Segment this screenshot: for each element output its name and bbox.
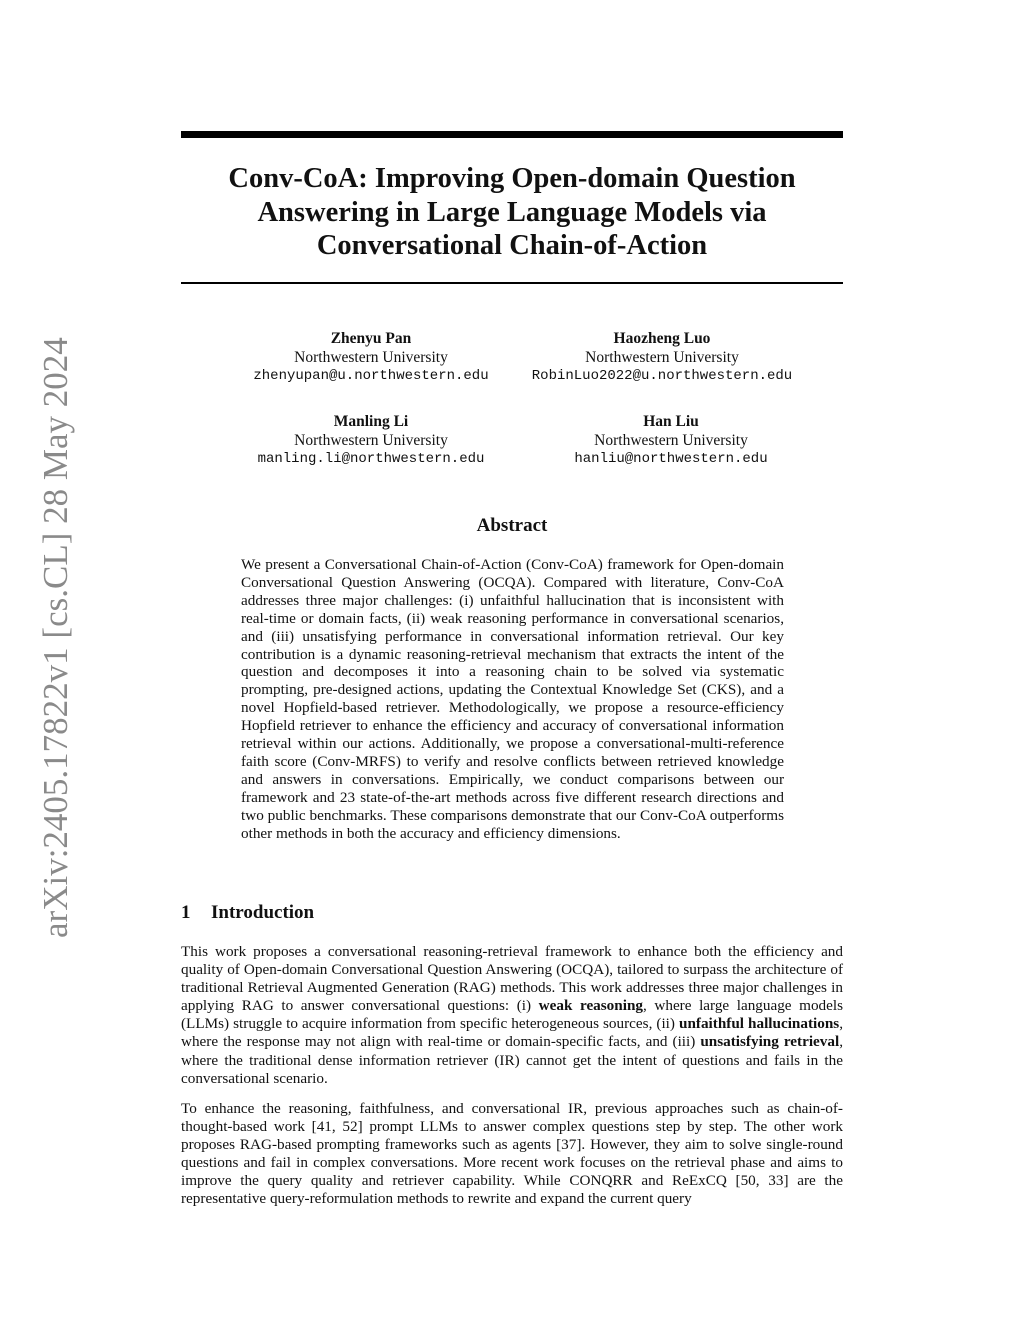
- author-name: Zhenyu Pan: [330, 330, 412, 347]
- section-heading-introduction: [181, 902, 314, 924]
- author-name: Han Liu: [643, 413, 699, 430]
- paper-title: [181, 162, 843, 263]
- title-line: Answering in Large Language Models via: [257, 196, 767, 228]
- author-email: hanliu@northwestern.edu: [574, 451, 768, 467]
- author-name: Manling Li: [333, 413, 409, 430]
- author-email: manling.li@northwestern.edu: [257, 451, 485, 467]
- bold-term: unsatisfying retrieval: [700, 1033, 840, 1051]
- author-affiliation: Northwestern University: [594, 432, 748, 449]
- introduction-paragraph: [181, 943, 843, 1088]
- paragraph-text: , where the response may not align with real-time or domain-specific facts, and (iii): [181, 1015, 844, 1051]
- author-affiliation: Northwestern University: [294, 349, 448, 366]
- paragraph-text: This work proposes a conversational reasoning-retrieval framework to enhance both the efficiency and quality of Open-domain Conversational Question Answering (OCQA), tailored to surpass the architecture of traditional Retrieval Augmented Generation (RAG) methods. This work addresses three major challenges in applying RAG to answer conversational questions: (i): [181, 943, 843, 1015]
- author-email: RobinLuo2022@u.northwestern.edu: [531, 368, 793, 384]
- author-block: [521, 412, 821, 469]
- paragraph-text: , where the traditional dense information retriever (IR) cannot get the intent of questions and fails in the conversational scenario.: [181, 1033, 844, 1087]
- bold-term: unfaithful hallucinations: [679, 1015, 840, 1033]
- author-block: [512, 329, 812, 386]
- bold-term: weak reasoning: [538, 997, 643, 1015]
- introduction-paragraph: To enhance the reasoning, faithfulness, and conversational IR, previous approaches such as chain-of-thought-based work [41, 52] prompt LLMs to answer complex questions step by step. The other work proposes RAG-based prompting frameworks such as agents [37]. However, they aim to solve single-round questions and fail in complex conversations. More recent work focuses on the retrieval phase and aims to improve the query quality and retriever capability. While CONQRR and ReExCQ [50, 33] are the representative query-reformulation methods to rewrite and expand the current query: [181, 1100, 843, 1208]
- title-bottom-rule: [181, 282, 843, 284]
- author-email: zhenyupan@u.northwestern.edu: [253, 368, 489, 384]
- author-affiliation: Northwestern University: [294, 432, 448, 449]
- abstract-text: We present a Conversational Chain-of-Action (Conv-CoA) framework for Open-domain Conversational Question Answering (OCQA). Compared with literature, Conv-CoA addresses three major challenges: (i) unfaithful hallucination that is inconsistent with real-time or domain facts, (ii) weak reasoning performance in conversational scenarios, and (iii) unsatisfying performance in conversational information retrieval. Our key contribution is a dynamic reasoning-retrieval mechanism that extracts the intent of the question and decomposes it into a reasoning chain to be solved via systematic prompting, pre-designed actions, updating the Contextual Knowledge Set (CKS), and a novel Hopfield-based retriever. Methodologically, we propose a resource-efficiency Hopfield retriever to enhance the efficiency and accuracy of conversational information retrieval within our actions. Additionally, we propose a conversational-multi-reference faith score (Conv-MRFS) to verify and resolve conflicts between retrieved knowledge and answers in conversations. Empirically, we conduct comparisons between our framework and 23 state-of-the-art methods across five different research directions and two public benchmarks. These comparisons demonstrate that our Conv-CoA outperforms other methods in both the accuracy and efficiency dimensions.: [241, 556, 784, 842]
- section-title: Introduction: [211, 902, 315, 923]
- author-name: Haozheng Luo: [613, 330, 711, 347]
- arxiv-identifier: arXiv:2405.17822v1 [cs.CL] 28 May 2024: [36, 337, 75, 938]
- abstract-heading: Abstract: [476, 515, 548, 536]
- paragraph-text: , where large language models (LLMs) struggle to acquire information from specific heterogeneous sources, (ii): [181, 997, 844, 1033]
- author-block: [221, 412, 521, 469]
- title-line: Conversational Chain-of-Action: [316, 230, 708, 261]
- author-affiliation: Northwestern University: [585, 349, 739, 366]
- section-number: 1: [181, 902, 191, 923]
- title-top-rule: [181, 131, 843, 138]
- author-block: [221, 329, 521, 386]
- title-line: Conv-CoA: Improving Open-domain Question: [228, 163, 796, 194]
